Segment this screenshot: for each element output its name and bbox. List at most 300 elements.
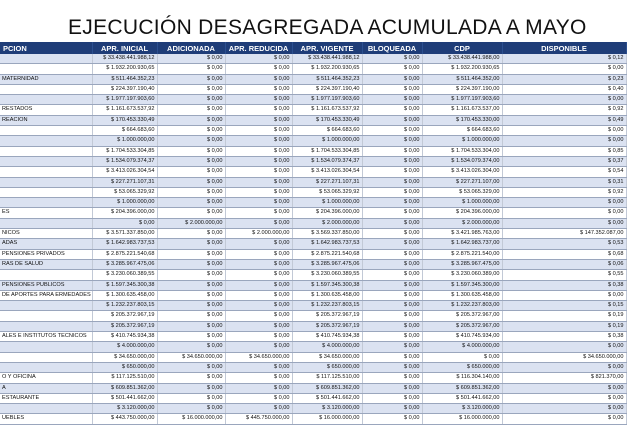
cell-disponible: $ 0,19 — [502, 321, 626, 331]
cell-adicionada: $ 0,00 — [157, 167, 225, 177]
cell-apr-vigente: $ 1.000.000,00 — [292, 136, 362, 146]
cell-apr-reducida: $ 0,00 — [225, 270, 292, 280]
cell-apr-inicial: $ 3.120.000,00 — [92, 404, 157, 414]
cell-adicionada: $ 0,00 — [157, 208, 225, 218]
cell-disponible: $ 0,68 — [502, 249, 626, 259]
cell-apr-reducida: $ 0,00 — [225, 280, 292, 290]
cell-disponible: $ 0,92 — [502, 187, 626, 197]
cell-apr-vigente: $ 224.397.190,40 — [292, 84, 362, 94]
cell-disponible: $ 0,00 — [502, 218, 626, 228]
cell-apr-inicial: $ 4.000.000,00 — [92, 342, 157, 352]
cell-adicionada: $ 0,00 — [157, 95, 225, 105]
cell-apr-inicial: $ 3.285.967.475,06 — [92, 259, 157, 269]
cell-apr-inicial: $ 650.000,00 — [92, 362, 157, 372]
cell-disponible: $ 0,06 — [502, 259, 626, 269]
cell-bloqueada: $ 0,00 — [362, 280, 422, 290]
cell-apr-reducida: $ 0,00 — [225, 198, 292, 208]
cell-apr-vigente: $ 205.372.967,19 — [292, 321, 362, 331]
table-row — [0, 218, 626, 228]
table-row — [0, 404, 626, 414]
cell-apr-vigente: $ 1.704.533.304,85 — [292, 146, 362, 156]
cell-apr-vigente: $ 1.161.673.537,92 — [292, 105, 362, 115]
cell-adicionada: $ 0,00 — [157, 64, 225, 74]
cell-adicionada: $ 0,00 — [157, 290, 225, 300]
cell-disponible: $ 0,00 — [502, 95, 626, 105]
cell-description — [0, 156, 92, 166]
cell-cdp: $ 1.932.200.930,65 — [422, 64, 502, 74]
cell-apr-inicial: $ 1.704.533.304,85 — [92, 146, 157, 156]
table-row — [0, 393, 626, 403]
cell-description: PENSIONES PRIVADOS — [0, 249, 92, 259]
cell-description: DE APORTES PARA ERMEDADES — [0, 290, 92, 300]
cell-apr-vigente: $ 1.642.983.737,53 — [292, 239, 362, 249]
cell-disponible: $ 0,00 — [502, 208, 626, 218]
cell-description: MATERNIDAD — [0, 74, 92, 84]
cell-adicionada: $ 0,00 — [157, 301, 225, 311]
col-header-adicionada: ADICIONADA — [157, 42, 225, 54]
cell-bloqueada: $ 0,00 — [362, 187, 422, 197]
cell-cdp: $ 170.453.330,00 — [422, 115, 502, 125]
table-row — [0, 373, 626, 383]
cell-bloqueada: $ 0,00 — [362, 54, 422, 64]
cell-cdp: $ 3.230.060.389,00 — [422, 270, 502, 280]
cell-apr-inicial: $ 117.125.510,00 — [92, 373, 157, 383]
cell-apr-vigente: $ 1.977.197.903,60 — [292, 95, 362, 105]
cell-cdp: $ 4.000.000,00 — [422, 342, 502, 352]
cell-description: PENSIONES PUBLICOS — [0, 280, 92, 290]
cell-bloqueada: $ 0,00 — [362, 301, 422, 311]
cell-disponible: $ 0,00 — [502, 342, 626, 352]
cell-bloqueada: $ 0,00 — [362, 218, 422, 228]
table-row — [0, 156, 626, 166]
cell-cdp: $ 2.875.221.540,00 — [422, 249, 502, 259]
cell-adicionada: $ 0,00 — [157, 404, 225, 414]
cell-cdp: $ 0,00 — [422, 352, 502, 362]
cell-description: A — [0, 383, 92, 393]
cell-cdp: $ 3.120.000,00 — [422, 404, 502, 414]
cell-bloqueada: $ 0,00 — [362, 146, 422, 156]
cell-adicionada: $ 0,00 — [157, 74, 225, 84]
cell-cdp: $ 3.413.026.304,00 — [422, 167, 502, 177]
cell-apr-vigente: $ 16.000.000,00 — [292, 414, 362, 424]
cell-description — [0, 84, 92, 94]
cell-disponible: $ 0,00 — [502, 393, 626, 403]
cell-bloqueada: $ 0,00 — [362, 311, 422, 321]
cell-adicionada: $ 0,00 — [157, 105, 225, 115]
cell-adicionada: $ 0,00 — [157, 362, 225, 372]
cell-adicionada: $ 0,00 — [157, 198, 225, 208]
table-row — [0, 383, 626, 393]
cell-adicionada: $ 0,00 — [157, 270, 225, 280]
cell-apr-vigente: $ 1.232.237.803,15 — [292, 301, 362, 311]
cell-description — [0, 54, 92, 64]
cell-disponible: $ 0,19 — [502, 311, 626, 321]
cell-disponible: $ 0,15 — [502, 301, 626, 311]
cell-adicionada: $ 0,00 — [157, 146, 225, 156]
cell-disponible: $ 0,53 — [502, 239, 626, 249]
cell-cdp: $ 224.397.190,00 — [422, 84, 502, 94]
cell-disponible: $ 0,00 — [502, 362, 626, 372]
cell-description: ALES E INSTITUTOS TECNICOS — [0, 332, 92, 342]
cell-apr-vigente: $ 1.932.200.930,65 — [292, 64, 362, 74]
table-row — [0, 64, 626, 74]
cell-description — [0, 342, 92, 352]
table-row — [0, 259, 626, 269]
cell-apr-inicial: $ 1.977.197.903,60 — [92, 95, 157, 105]
cell-apr-reducida: $ 0,00 — [225, 167, 292, 177]
cell-apr-inicial: $ 204.396.000,00 — [92, 208, 157, 218]
cell-cdp: $ 33.438.441.988,00 — [422, 54, 502, 64]
cell-adicionada: $ 0,00 — [157, 115, 225, 125]
cell-description — [0, 218, 92, 228]
cell-apr-vigente: $ 1.000.000,00 — [292, 198, 362, 208]
cell-apr-reducida: $ 0,00 — [225, 136, 292, 146]
cell-cdp: $ 205.372.967,00 — [422, 311, 502, 321]
cell-description — [0, 126, 92, 136]
table-row — [0, 146, 626, 156]
table-row — [0, 270, 626, 280]
cell-bloqueada: $ 0,00 — [362, 74, 422, 84]
cell-adicionada: $ 0,00 — [157, 54, 225, 64]
cell-cdp: $ 410.745.934,00 — [422, 332, 502, 342]
cell-apr-vigente: $ 410.745.934,38 — [292, 332, 362, 342]
cell-adicionada: $ 0,00 — [157, 311, 225, 321]
cell-apr-vigente: $ 3.120.000,00 — [292, 404, 362, 414]
cell-apr-inicial: $ 1.000.000,00 — [92, 136, 157, 146]
cell-adicionada: $ 0,00 — [157, 239, 225, 249]
cell-apr-inicial: $ 501.441.662,00 — [92, 393, 157, 403]
table-row — [0, 54, 626, 64]
table-row — [0, 198, 626, 208]
cell-description: NICOS — [0, 229, 92, 239]
table-row — [0, 167, 626, 177]
cell-apr-inicial: $ 34.650.000,00 — [92, 352, 157, 362]
table-row — [0, 301, 626, 311]
cell-apr-vigente: $ 170.453.330,49 — [292, 115, 362, 125]
cell-disponible: $ 0,00 — [502, 290, 626, 300]
cell-apr-inicial: $ 33.438.441.988,12 — [92, 54, 157, 64]
cell-disponible: $ 821.370,00 — [502, 373, 626, 383]
cell-apr-vigente: $ 205.372.967,19 — [292, 311, 362, 321]
cell-cdp: $ 501.441.662,00 — [422, 393, 502, 403]
cell-adicionada: $ 0,00 — [157, 259, 225, 269]
cell-description — [0, 301, 92, 311]
cell-disponible: $ 0,00 — [502, 383, 626, 393]
cell-apr-inicial: $ 511.464.352,23 — [92, 74, 157, 84]
cell-description — [0, 404, 92, 414]
cell-apr-reducida: $ 0,00 — [225, 249, 292, 259]
budget-execution-table — [0, 42, 627, 425]
table-row — [0, 290, 626, 300]
col-header-apr-reducida: APR. REDUCIDA — [225, 42, 292, 54]
cell-bloqueada: $ 0,00 — [362, 239, 422, 249]
cell-description — [0, 167, 92, 177]
cell-adicionada: $ 0,00 — [157, 342, 225, 352]
table-row — [0, 126, 626, 136]
cell-bloqueada: $ 0,00 — [362, 249, 422, 259]
cell-adicionada: $ 0,00 — [157, 332, 225, 342]
cell-cdp: $ 53.065.329,00 — [422, 187, 502, 197]
cell-cdp: $ 1.232.237.803,00 — [422, 301, 502, 311]
cell-apr-inicial: $ 1.597.345.300,38 — [92, 280, 157, 290]
cell-apr-reducida: $ 0,00 — [225, 383, 292, 393]
cell-apr-vigente: $ 3.230.060.389,55 — [292, 270, 362, 280]
cell-disponible: $ 0,00 — [502, 198, 626, 208]
cell-bloqueada: $ 0,00 — [362, 342, 422, 352]
cell-cdp: $ 511.464.352,00 — [422, 74, 502, 84]
cell-cdp: $ 204.396.000,00 — [422, 208, 502, 218]
cell-cdp: $ 1.534.079.374,00 — [422, 156, 502, 166]
cell-bloqueada: $ 0,00 — [362, 332, 422, 342]
cell-description — [0, 198, 92, 208]
cell-description: RESTADOS — [0, 105, 92, 115]
cell-apr-reducida: $ 0,00 — [225, 259, 292, 269]
cell-disponible: $ 0,85 — [502, 146, 626, 156]
cell-apr-reducida: $ 0,00 — [225, 156, 292, 166]
cell-bloqueada: $ 0,00 — [362, 270, 422, 280]
cell-disponible: $ 0,49 — [502, 115, 626, 125]
cell-adicionada: $ 2.000.000,00 — [157, 218, 225, 228]
cell-cdp: $ 1.000.000,00 — [422, 198, 502, 208]
cell-description — [0, 362, 92, 372]
cell-disponible: $ 0,31 — [502, 177, 626, 187]
cell-apr-reducida: $ 2.000.000,00 — [225, 229, 292, 239]
cell-apr-reducida: $ 0,00 — [225, 105, 292, 115]
cell-apr-vigente: $ 1.534.079.374,37 — [292, 156, 362, 166]
cell-apr-vigente: $ 3.285.967.475,06 — [292, 259, 362, 269]
cell-description: REACION — [0, 115, 92, 125]
cell-description — [0, 146, 92, 156]
cell-apr-inicial: $ 664.683,60 — [92, 126, 157, 136]
cell-adicionada: $ 0,00 — [157, 156, 225, 166]
table-row — [0, 352, 626, 362]
cell-description — [0, 136, 92, 146]
cell-bloqueada: $ 0,00 — [362, 156, 422, 166]
cell-apr-vigente: $ 650.000,00 — [292, 362, 362, 372]
cell-description — [0, 95, 92, 105]
cell-apr-reducida: $ 0,00 — [225, 321, 292, 331]
cell-cdp: $ 664.683,60 — [422, 126, 502, 136]
cell-apr-inicial: $ 3.230.060.389,55 — [92, 270, 157, 280]
table-row — [0, 74, 626, 84]
cell-description — [0, 177, 92, 187]
cell-cdp: $ 1.161.673.537,00 — [422, 105, 502, 115]
cell-bloqueada: $ 0,00 — [362, 259, 422, 269]
cell-apr-inicial: $ 3.571.337.850,00 — [92, 229, 157, 239]
cell-description: ES — [0, 208, 92, 218]
cell-apr-inicial: $ 1.232.237.803,15 — [92, 301, 157, 311]
cell-bloqueada: $ 0,00 — [362, 414, 422, 424]
cell-apr-vigente: $ 2.000.000,00 — [292, 218, 362, 228]
cell-bloqueada: $ 0,00 — [362, 177, 422, 187]
table-row — [0, 177, 626, 187]
cell-apr-inicial: $ 227.271.107,31 — [92, 177, 157, 187]
cell-apr-reducida: $ 0,00 — [225, 393, 292, 403]
cell-cdp: $ 3.285.967.475,00 — [422, 259, 502, 269]
cell-description — [0, 187, 92, 197]
table-row — [0, 208, 626, 218]
cell-disponible: $ 0,00 — [502, 414, 626, 424]
col-header-cdp: CDP — [422, 42, 502, 54]
cell-disponible: $ 147.352.087,00 — [502, 229, 626, 239]
cell-apr-inicial: $ 1.000.000,00 — [92, 198, 157, 208]
cell-apr-reducida: $ 445.750.000,00 — [225, 414, 292, 424]
cell-disponible: $ 0,54 — [502, 167, 626, 177]
cell-apr-inicial: $ 1.161.673.537,92 — [92, 105, 157, 115]
cell-apr-inicial: $ 1.932.200.930,65 — [92, 64, 157, 74]
table-row — [0, 187, 626, 197]
cell-apr-reducida: $ 0,00 — [225, 95, 292, 105]
table-row — [0, 95, 626, 105]
cell-description: RAS DE SALUD — [0, 259, 92, 269]
cell-disponible: $ 0,40 — [502, 84, 626, 94]
cell-disponible: $ 0,37 — [502, 156, 626, 166]
cell-bloqueada: $ 0,00 — [362, 126, 422, 136]
cell-bloqueada: $ 0,00 — [362, 95, 422, 105]
cell-adicionada: $ 0,00 — [157, 249, 225, 259]
cell-apr-reducida: $ 0,00 — [225, 146, 292, 156]
cell-disponible: $ 0,55 — [502, 270, 626, 280]
cell-description — [0, 270, 92, 280]
cell-apr-reducida: $ 0,00 — [225, 84, 292, 94]
cell-apr-reducida: $ 0,00 — [225, 218, 292, 228]
cell-apr-reducida: $ 0,00 — [225, 177, 292, 187]
table-row — [0, 239, 626, 249]
cell-description — [0, 311, 92, 321]
table-row — [0, 249, 626, 259]
cell-description — [0, 321, 92, 331]
cell-apr-reducida: $ 0,00 — [225, 373, 292, 383]
cell-cdp: $ 650.000,00 — [422, 362, 502, 372]
cell-cdp: $ 1.977.197.903,60 — [422, 95, 502, 105]
cell-disponible: $ 34.650.000,00 — [502, 352, 626, 362]
cell-cdp: $ 2.000.000,00 — [422, 218, 502, 228]
cell-adicionada: $ 0,00 — [157, 280, 225, 290]
cell-disponible: $ 0,12 — [502, 54, 626, 64]
cell-bloqueada: $ 0,00 — [362, 64, 422, 74]
cell-apr-inicial: $ 410.745.934,38 — [92, 332, 157, 342]
cell-cdp: $ 16.000.000,00 — [422, 414, 502, 424]
cell-apr-vigente: $ 204.396.000,00 — [292, 208, 362, 218]
cell-apr-vigente: $ 1.300.635.458,00 — [292, 290, 362, 300]
cell-apr-reducida: $ 0,00 — [225, 342, 292, 352]
table-row — [0, 136, 626, 146]
cell-bloqueada: $ 0,00 — [362, 136, 422, 146]
cell-bloqueada: $ 0,00 — [362, 105, 422, 115]
cell-apr-reducida: $ 0,00 — [225, 362, 292, 372]
cell-apr-vigente: $ 33.438.441.988,12 — [292, 54, 362, 64]
cell-cdp: $ 116.304.140,00 — [422, 373, 502, 383]
cell-apr-inicial: $ 0,00 — [92, 218, 157, 228]
cell-apr-reducida: $ 0,00 — [225, 54, 292, 64]
col-header-bloqueada: BLOQUEADA — [362, 42, 422, 54]
cell-apr-reducida: $ 0,00 — [225, 290, 292, 300]
cell-bloqueada: $ 0,00 — [362, 229, 422, 239]
table-row — [0, 229, 626, 239]
cell-bloqueada: $ 0,00 — [362, 352, 422, 362]
cell-disponible: $ 0,23 — [502, 74, 626, 84]
cell-adicionada: $ 34.650.000,00 — [157, 352, 225, 362]
table-row — [0, 342, 626, 352]
cell-bloqueada: $ 0,00 — [362, 383, 422, 393]
cell-apr-vigente: $ 609.851.362,00 — [292, 383, 362, 393]
cell-apr-inicial: $ 2.875.221.540,68 — [92, 249, 157, 259]
cell-disponible: $ 0,38 — [502, 332, 626, 342]
cell-apr-reducida: $ 0,00 — [225, 208, 292, 218]
cell-apr-inicial: $ 443.750.000,00 — [92, 414, 157, 424]
cell-apr-inicial: $ 205.372.967,19 — [92, 311, 157, 321]
cell-apr-vigente: $ 2.875.221.540,68 — [292, 249, 362, 259]
cell-apr-inicial: $ 1.300.635.458,00 — [92, 290, 157, 300]
report-title: EJECUCIÓN DESAGREGADA ACUMULADA A MAYO — [68, 16, 587, 39]
cell-bloqueada: $ 0,00 — [362, 198, 422, 208]
cell-apr-inicial: $ 224.397.190,40 — [92, 84, 157, 94]
table-row — [0, 84, 626, 94]
cell-disponible: $ 0,92 — [502, 105, 626, 115]
cell-adicionada: $ 0,00 — [157, 229, 225, 239]
cell-description — [0, 352, 92, 362]
cell-apr-vigente: $ 511.464.352,23 — [292, 74, 362, 84]
cell-bloqueada: $ 0,00 — [362, 208, 422, 218]
table-row — [0, 115, 626, 125]
cell-description: O Y OFICINA — [0, 373, 92, 383]
cell-apr-vigente: $ 501.441.662,00 — [292, 393, 362, 403]
cell-apr-reducida: $ 0,00 — [225, 311, 292, 321]
cell-apr-inicial: $ 1.642.983.737,53 — [92, 239, 157, 249]
cell-bloqueada: $ 0,00 — [362, 321, 422, 331]
cell-disponible: $ 0,00 — [502, 126, 626, 136]
cell-description — [0, 64, 92, 74]
cell-cdp: $ 227.271.107,00 — [422, 177, 502, 187]
cell-apr-reducida: $ 0,00 — [225, 126, 292, 136]
cell-apr-vigente: $ 3.569.337.850,00 — [292, 229, 362, 239]
cell-adicionada: $ 0,00 — [157, 321, 225, 331]
cell-description: UEBLES — [0, 414, 92, 424]
cell-cdp: $ 609.851.362,00 — [422, 383, 502, 393]
cell-apr-vigente: $ 3.413.026.304,54 — [292, 167, 362, 177]
cell-adicionada: $ 0,00 — [157, 177, 225, 187]
cell-bloqueada: $ 0,00 — [362, 167, 422, 177]
cell-apr-inicial: $ 53.065.329,92 — [92, 187, 157, 197]
cell-disponible: $ 0,38 — [502, 280, 626, 290]
cell-apr-reducida: $ 0,00 — [225, 64, 292, 74]
cell-disponible: $ 0,00 — [502, 136, 626, 146]
cell-cdp: $ 205.372.967,00 — [422, 321, 502, 331]
table-row — [0, 311, 626, 321]
cell-apr-vigente: $ 227.271.107,31 — [292, 177, 362, 187]
cell-description: ADAS — [0, 239, 92, 249]
cell-adicionada: $ 0,00 — [157, 136, 225, 146]
cell-cdp: $ 1.597.345.300,00 — [422, 280, 502, 290]
cell-apr-vigente: $ 1.597.345.300,38 — [292, 280, 362, 290]
cell-apr-reducida: $ 0,00 — [225, 115, 292, 125]
cell-apr-reducida: $ 0,00 — [225, 332, 292, 342]
cell-bloqueada: $ 0,00 — [362, 404, 422, 414]
cell-cdp: $ 1.300.635.458,00 — [422, 290, 502, 300]
cell-apr-reducida: $ 0,00 — [225, 187, 292, 197]
col-header-apr-vigente: APR. VIGENTE — [292, 42, 362, 54]
cell-adicionada: $ 0,00 — [157, 126, 225, 136]
table-row — [0, 280, 626, 290]
cell-bloqueada: $ 0,00 — [362, 290, 422, 300]
cell-apr-inicial: $ 170.453.330,49 — [92, 115, 157, 125]
cell-apr-vigente: $ 664.683,60 — [292, 126, 362, 136]
cell-cdp: $ 1.642.983.737,00 — [422, 239, 502, 249]
cell-apr-inicial: $ 3.413.026.304,54 — [92, 167, 157, 177]
col-header-description: PCION — [0, 42, 92, 54]
cell-disponible: $ 0,00 — [502, 64, 626, 74]
cell-adicionada: $ 0,00 — [157, 393, 225, 403]
